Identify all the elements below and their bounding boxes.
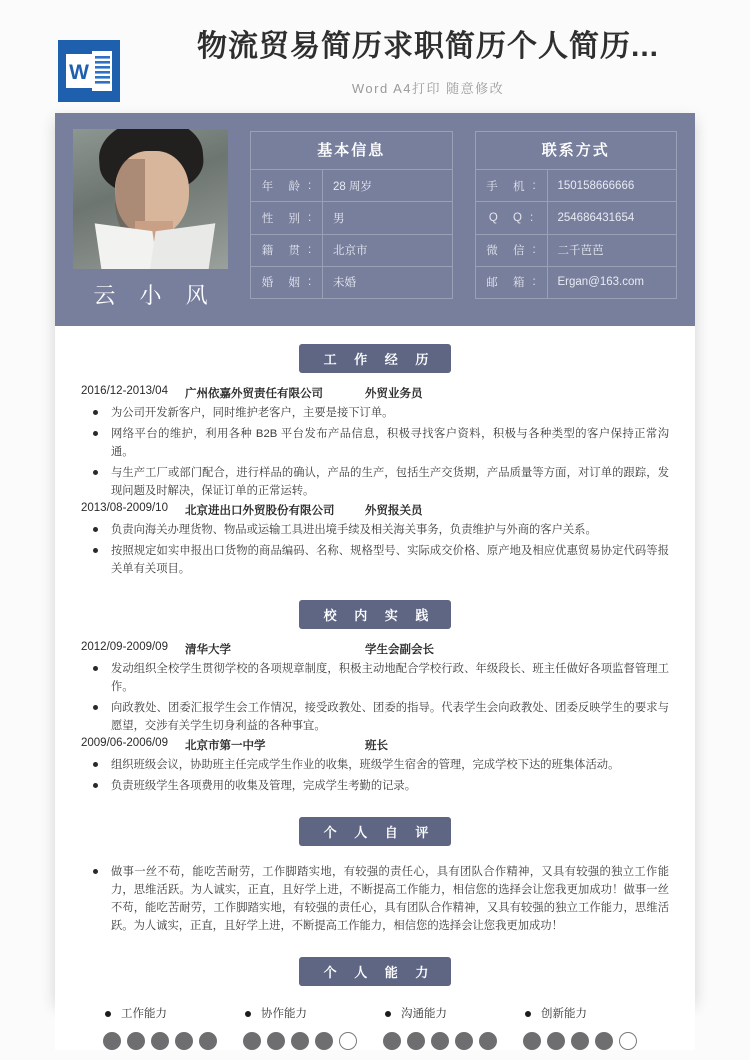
section-work-header [81, 344, 669, 373]
rating-dot-filled [199, 1032, 217, 1050]
entry-role: 学生会副会长 [365, 644, 434, 656]
table-row [251, 235, 452, 267]
section-badge-abilities: 个 人 能 力 [299, 957, 452, 986]
portrait-photo [73, 129, 228, 269]
list-item: 做事一丝不苟，能吃苦耐劳，工作脚踏实地，有较强的责任心，具有团队合作精神，又具有较强的独立工作能力，思维活跃。为人诚实，正直，且好学上进，不断提高工作能力，相信您的选择会让您我更加成功！做事一丝不苟，能吃苦耐劳，工作脚踏实地，有较强的责任心，具有团队合作精神，又具有较强的独立工作能力，思维活跃。为人诚实，正直，且好学上进，不断提高工作能力，相信您的选择会让您我更加成功！ [81, 863, 669, 935]
row-label: 籍 贯 : [251, 235, 323, 266]
entry-date: 2016/12-2013/04 [81, 385, 168, 397]
entry-bullets [81, 660, 669, 735]
entry-org: 广州依嘉外贸责任有限公司 [185, 388, 323, 400]
list-item: 负责班级学生各项费用的收集及管理，完成学生考勤的记录。 [81, 777, 669, 795]
work-entry [81, 502, 669, 578]
table-row [476, 170, 677, 202]
row-value: 254686431654 [557, 211, 635, 224]
list-item: 按照规定如实申报出口货物的商品编码、名称、规格型号、实际成交价格、原产地及相应优惠贸易协定代码等报关单有关项目。 [81, 542, 669, 578]
entry-role: 外贸业务员 [365, 388, 423, 400]
document-title: 物流贸易简历求职简历个人简历... [196, 30, 659, 63]
table-row [476, 202, 677, 234]
ability-label: 创新能力 [515, 1006, 655, 1022]
row-label: 手 机 : [476, 170, 548, 201]
ability-label: 协作能力 [235, 1006, 375, 1022]
campus-entry [81, 641, 669, 735]
rating-dot-filled [103, 1032, 121, 1050]
row-value: 150158666666 [557, 179, 635, 192]
table-row [251, 267, 452, 299]
list-item: 与生产工厂或部门配合，进行样品的确认，产品的生产，包括生产交货期，产品质量等方面，对订单的跟踪，发现问题及时解决，保证订单的正常运转。 [81, 464, 669, 500]
section-badge-work: 工 作 经 历 [299, 344, 452, 373]
entry-date: 2012/09-2009/09 [81, 641, 168, 653]
rating-dot-filled [547, 1032, 565, 1050]
row-label: 年 龄 : [251, 170, 323, 201]
list-item: 发动组织全校学生贯彻学校的各项规章制度，积极主动地配合学校行政、年级段长、班主任做好各项监督管理工作。 [81, 660, 669, 696]
rating-dot-filled [291, 1032, 309, 1050]
rating-dot-filled [479, 1032, 497, 1050]
ability-item [235, 1006, 375, 1050]
list-item: 组织班级会议，协助班主任完成学生作业的收集，班级学生宿舍的管理，完成学校下达的班集体活动。 [81, 756, 669, 774]
entry-bullets [81, 521, 669, 578]
rating-dot-filled [315, 1032, 333, 1050]
table-row [251, 170, 452, 202]
ability-label: 工作能力 [95, 1006, 235, 1022]
rating-dot-filled [595, 1032, 613, 1050]
photo-block [73, 129, 228, 326]
row-value: 男 [333, 212, 345, 225]
entry-date: 2013/08-2009/10 [81, 502, 168, 514]
entry-header [81, 502, 669, 518]
section-badge-self-eval: 个 人 自 评 [299, 817, 452, 846]
entry-header [81, 385, 669, 401]
rating-dot-filled [523, 1032, 541, 1050]
ability-rating-dots [95, 1032, 235, 1050]
table-row [476, 267, 677, 299]
candidate-name: 云 小 风 [93, 283, 217, 308]
site-header [0, 18, 750, 98]
row-label: 邮 箱 : [476, 267, 548, 298]
word-document-icon [58, 40, 120, 102]
info-tables [228, 129, 677, 326]
list-item: 负责向海关办理货物、物品或运输工具进出境手续及相关海关事务，负责维护与外商的客户关系。 [81, 521, 669, 539]
header-text-group [128, 18, 728, 97]
entry-org: 北京进出口外贸股份有限公司 [185, 505, 335, 517]
row-label: 性 别 : [251, 202, 323, 233]
rating-dot-filled [455, 1032, 473, 1050]
ability-rating-dots [515, 1032, 655, 1050]
ability-item [375, 1006, 515, 1050]
entry-bullets [81, 404, 669, 500]
row-label: 微 信 : [476, 235, 548, 266]
resume-paper [55, 113, 695, 1020]
contact-info-table [475, 131, 678, 299]
abilities-list [81, 1006, 669, 1050]
list-item: 网络平台的维护，利用各种 B2B 平台发布产品信息，积极寻找客户资料，积极与各种类型的客户保持正常沟通。 [81, 425, 669, 461]
basic-info-table [250, 131, 453, 299]
rating-dot-empty [619, 1032, 637, 1050]
entry-date: 2009/06-2006/09 [81, 737, 168, 749]
resume-body [55, 326, 695, 1050]
rating-dot-filled [243, 1032, 261, 1050]
rating-dot-filled [267, 1032, 285, 1050]
list-item: 向政教处、团委汇报学生会工作情况，接受政教处、团委的指导。代表学生会向政教处、团委反映学生的要求与愿望，交涉有关学生切身利益的各种事宜。 [81, 699, 669, 735]
entry-role: 班长 [365, 740, 388, 752]
entry-bullets [81, 756, 669, 795]
entry-header [81, 641, 669, 657]
ability-label: 沟通能力 [375, 1006, 515, 1022]
rating-dot-filled [175, 1032, 193, 1050]
entry-org: 清华大学 [185, 644, 231, 656]
rating-dot-filled [571, 1032, 589, 1050]
rating-dot-empty [339, 1032, 357, 1050]
resume-header-band [55, 113, 695, 326]
section-badge-campus: 校 内 实 践 [299, 600, 452, 629]
ability-item [515, 1006, 655, 1050]
work-entry [81, 385, 669, 500]
entry-org: 北京市第一中学 [185, 740, 266, 752]
rating-dot-filled [407, 1032, 425, 1050]
table-row [476, 235, 677, 267]
rating-dot-filled [431, 1032, 449, 1050]
entry-header [81, 737, 669, 753]
self-eval-bullets [81, 863, 669, 935]
row-value: 二千芭芭 [557, 245, 604, 258]
campus-entry [81, 737, 669, 795]
ability-rating-dots [235, 1032, 375, 1050]
section-campus-header [81, 600, 669, 629]
ability-item [95, 1006, 235, 1050]
svg-text:W: W [69, 61, 89, 84]
row-label: Q Q : [476, 202, 548, 233]
row-label: 婚 姻 : [251, 267, 323, 298]
rating-dot-filled [383, 1032, 401, 1050]
row-value: 28 周岁 [333, 180, 372, 193]
section-self-eval-header [81, 817, 669, 846]
contact-info-title: 联系方式 [476, 132, 677, 170]
entry-role: 外贸报关员 [365, 505, 423, 517]
section-abilities-header [81, 957, 669, 986]
row-value: 未婚 [333, 277, 356, 290]
list-item: 为公司开发新客户，同时维护老客户，主要是接下订单。 [81, 404, 669, 422]
row-value: 北京市 [333, 245, 368, 258]
rating-dot-filled [127, 1032, 145, 1050]
basic-info-title: 基本信息 [251, 132, 452, 170]
document-subtitle: Word A4打印 随意修改 [351, 81, 505, 96]
table-row [251, 202, 452, 234]
rating-dot-filled [151, 1032, 169, 1050]
row-value: Ergan@163.com [557, 276, 644, 289]
ability-rating-dots [375, 1032, 515, 1050]
